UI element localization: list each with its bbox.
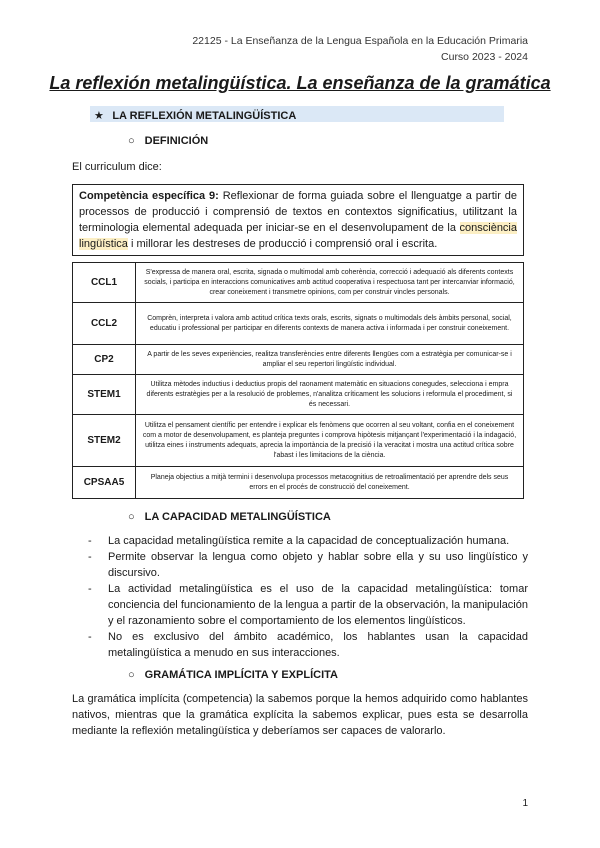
header-year: Curso 2023 - 2024 — [441, 51, 528, 63]
capacity-list — [88, 533, 528, 661]
grammar-paragraph: La gramática implícita (competencia) la sabemos porque la hemos adquirido como hablantes nativos, mientras que la gramática explícita la sabemos explicar, pues esta se desarrolla mediante la reflexión metalingüística y deberíamos ser capaces de valorarlo. — [72, 693, 528, 737]
list-item: - Permite observar la lengua como objeto y hablar sobre ella y su uso lingüístico y discursivo. — [88, 549, 528, 581]
subheading-label: GRAMÁTICA IMPLÍCITA Y EXPLÍCITA — [144, 669, 338, 681]
competence-description: Planeja objectius a mitjà termini i desenvolupa processos metacognitius de retroalimentació per aprendre dels seus errors en el procés de construcció del coneixement. — [136, 467, 524, 499]
competence-code: CCL2 — [73, 303, 136, 345]
circle-bullet-icon: ○ — [128, 669, 135, 681]
competence-description: A partir de les seves experiències, realitza transferències entre diferents llengües com a estratègia per comunicar-se i ampliar el seu repertori lingüístic individual. — [136, 345, 524, 375]
subheading-label: LA CAPACIDAD METALINGÜÍSTICA — [144, 511, 331, 523]
subheading-label: DEFINICIÓN — [144, 135, 209, 147]
section-heading: LA REFLEXIÓN METALINGÜÍSTICA — [112, 110, 297, 122]
competence-code: STEM2 — [73, 415, 136, 467]
competence-code: CP2 — [73, 345, 136, 375]
subheading-capacidad — [128, 511, 331, 523]
table-row — [73, 375, 524, 415]
curriculum-intro: El curriculum dice: — [72, 161, 162, 173]
header-course: 22125 - La Enseñanza de la Lengua Española en la Educación Primaria — [192, 35, 528, 47]
list-item: - No es exclusivo del ámbito académico, los hablantes usan la capacidad metalingüística a menudo en sus interacciones. — [88, 629, 528, 661]
competence-code: STEM1 — [73, 375, 136, 415]
competence-box — [72, 184, 524, 256]
table-row — [73, 467, 524, 499]
competence-description: S'expressa de manera oral, escrita, signada o multimodal amb coherència, correcció i adequació als diferents contexts socials, i participa en interaccions comunicatives amb actitud cooperativa i respectuosa tant per intercanviar informació, crear coneixement i transmetre opinions, com per construir vincles personals. — [136, 263, 524, 303]
subheading-definicion — [128, 135, 208, 147]
competence-description: Utilitza el pensament científic per entendre i explicar els fenòmens que ocorren al seu voltant, confia en el coneixement com a motor de desenvolupament, es planteja preguntes i comprova hipòtesis mitjançant l'experimentació i la indagació, utilitza eines i instruments adequats, aprecia la importància de la precisió i la veracitat i mostra una actitud crítica sobre l'abast i les limitacions de la ciència. — [136, 415, 524, 467]
competence-code: CPSAA5 — [73, 467, 136, 499]
circle-bullet-icon: ○ — [128, 135, 135, 147]
table-row — [73, 415, 524, 467]
competence-label: Competència específica 9: — [79, 190, 219, 202]
table-row — [73, 303, 524, 345]
competence-code: CCL1 — [73, 263, 136, 303]
competence-text-b: i millorar les destreses de producció i comprensió oral i escrita. — [127, 238, 438, 250]
list-item: - La capacidad metalingüística remite a la capacidad de conceptualización humana. — [88, 533, 528, 549]
competence-description: Utilitza mètodes inductius i deductius propis del raonament matemàtic en situacions conegudes, selecciona i empra diferents estratègies per a la resolució de problemes, n'analitza críticament les solucions i reformula el procediment, si és necessari. — [136, 375, 524, 415]
table-row — [73, 345, 524, 375]
subheading-gramatica — [128, 669, 338, 681]
list-item: - La actividad metalingüística es el uso de la capacidad metalingüística: tomar conciencia del funcionamiento de la lengua a partir de la observación, la manipulación y el razonamiento sobre el comportamiento de los elementos lingüísticos. — [88, 581, 528, 629]
page-title: La reflexión metalingüística. La enseñanza de la gramática — [49, 73, 551, 93]
competence-highlight: consciència lingüística — [79, 222, 517, 250]
star-icon: ★ — [94, 110, 104, 122]
competence-text-a: Reflexionar de forma guiada sobre el llenguatge a partir de processos de producció i comprensió de textos en contextos significatius, utilitzant la terminologia elemental adequada per iniciar-se en el desenvolupament de la — [79, 190, 517, 234]
competences-table — [72, 262, 524, 499]
page-number: 1 — [522, 798, 528, 809]
table-row — [73, 263, 524, 303]
circle-bullet-icon: ○ — [128, 511, 135, 523]
competence-description: Comprèn, interpreta i valora amb actitud crítica texts orals, escrits, signats o multimodals dels àmbits personal, social, educatiu i professional per participar en diferents contexts de manera activa i informada i per construir coneixement. — [136, 303, 524, 345]
section-heading-bar — [90, 106, 504, 122]
